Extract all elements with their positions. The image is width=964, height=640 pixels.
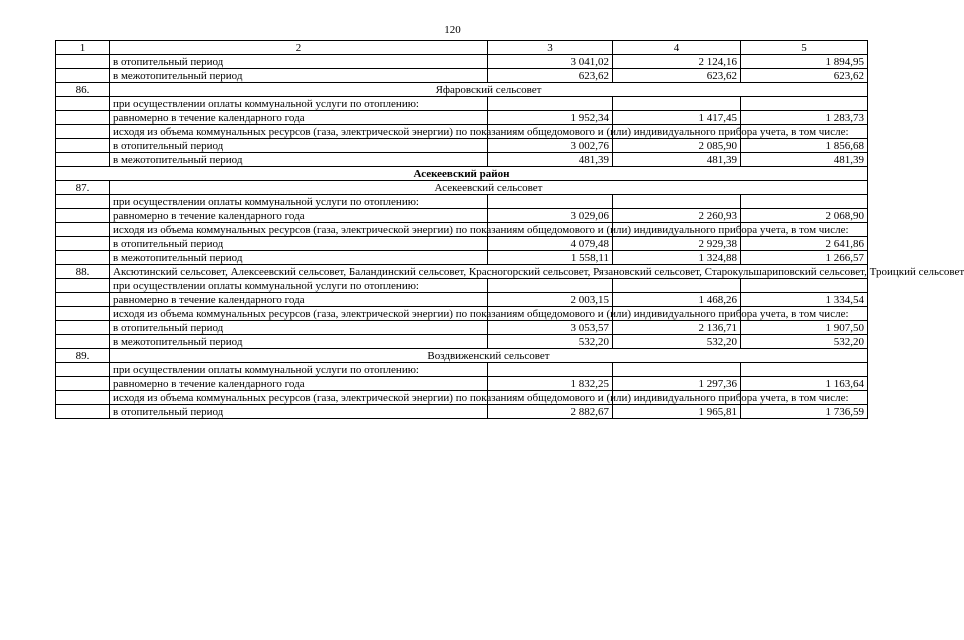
value-col4: 2 929,38 bbox=[613, 237, 741, 251]
table-row bbox=[56, 237, 868, 251]
row-label: в отопительный период bbox=[110, 405, 488, 419]
value-col5 bbox=[741, 363, 868, 377]
value-col3: 3 002,76 bbox=[488, 139, 613, 153]
value-col5: 1 283,73 bbox=[741, 111, 868, 125]
table-row bbox=[56, 111, 868, 125]
value-col3: 1 952,34 bbox=[488, 111, 613, 125]
table-row bbox=[56, 391, 868, 405]
row-label: при осуществлении оплаты коммунальной услуги по отоплению: bbox=[110, 279, 488, 293]
value-col3 bbox=[488, 363, 613, 377]
row-number bbox=[56, 223, 110, 237]
value-col4: 2 260,93 bbox=[613, 209, 741, 223]
row-number: 88. bbox=[56, 265, 110, 279]
table-row bbox=[56, 251, 868, 265]
row-number bbox=[56, 279, 110, 293]
table-row bbox=[56, 223, 868, 237]
table-row bbox=[56, 55, 868, 69]
row-number bbox=[56, 97, 110, 111]
row-number bbox=[56, 251, 110, 265]
section-row bbox=[56, 349, 868, 363]
value-col4: 481,39 bbox=[613, 153, 741, 167]
value-col4: 1 417,45 bbox=[613, 111, 741, 125]
section-title: Яфаровский сельсовет bbox=[110, 83, 868, 97]
header-cell: 1 bbox=[56, 41, 110, 55]
row-label: в межотопительный период bbox=[110, 251, 488, 265]
table-row bbox=[56, 377, 868, 391]
row-number bbox=[56, 195, 110, 209]
row-number bbox=[56, 237, 110, 251]
value-col3 bbox=[488, 97, 613, 111]
value-col3: 2 882,67 bbox=[488, 405, 613, 419]
row-number: 87. bbox=[56, 181, 110, 195]
row-label: исходя из объема коммунальных ресурсов (газа, электрической энергии) по показаниям общедомового и (или) индивидуального прибора учета, в том числе: bbox=[110, 391, 488, 405]
row-label: в отопительный период bbox=[110, 321, 488, 335]
value-col4: 623,62 bbox=[613, 69, 741, 83]
table-row bbox=[56, 307, 868, 321]
value-col5 bbox=[741, 279, 868, 293]
row-number: 89. bbox=[56, 349, 110, 363]
value-col3 bbox=[488, 279, 613, 293]
value-col4 bbox=[613, 363, 741, 377]
row-label: при осуществлении оплаты коммунальной услуги по отоплению: bbox=[110, 363, 488, 377]
row-label: в отопительный период bbox=[110, 237, 488, 251]
value-col3: 2 003,15 bbox=[488, 293, 613, 307]
value-col5: 1 856,68 bbox=[741, 139, 868, 153]
table-row bbox=[56, 209, 868, 223]
page-number: 120 bbox=[444, 24, 461, 36]
row-number bbox=[56, 377, 110, 391]
row-label: при осуществлении оплаты коммунальной услуги по отоплению: bbox=[110, 195, 488, 209]
table-row bbox=[56, 335, 868, 349]
row-label: в межотопительный период bbox=[110, 69, 488, 83]
value-col4: 1 324,88 bbox=[613, 251, 741, 265]
row-number bbox=[56, 139, 110, 153]
value-col4: 2 136,71 bbox=[613, 321, 741, 335]
value-col5: 1 266,57 bbox=[741, 251, 868, 265]
row-number: 86. bbox=[56, 83, 110, 97]
district-row bbox=[56, 167, 868, 181]
value-col4 bbox=[613, 97, 741, 111]
section-title: Аксютинский сельсовет, Алексеевский сельсовет, Баландинский сельсовет, Красногорский сельсовет, Рязановский сельсовет, Старокульшариповский сельсовет, Троицкий сельсовет bbox=[110, 265, 868, 279]
row-label: в межотопительный период bbox=[110, 335, 488, 349]
row-number bbox=[56, 307, 110, 321]
table-row bbox=[56, 69, 868, 83]
row-label: в межотопительный период bbox=[110, 153, 488, 167]
row-number bbox=[56, 125, 110, 139]
row-label: в отопительный период bbox=[110, 55, 488, 69]
row-label: исходя из объема коммунальных ресурсов (газа, электрической энергии) по показаниям общедомового и (или) индивидуального прибора учета, в том числе: bbox=[110, 125, 488, 139]
tariff-table bbox=[55, 40, 964, 419]
row-number bbox=[56, 209, 110, 223]
value-col4: 1 965,81 bbox=[613, 405, 741, 419]
value-col4: 1 468,26 bbox=[613, 293, 741, 307]
row-label: равномерно в течение календарного года bbox=[110, 209, 488, 223]
row-number bbox=[56, 55, 110, 69]
value-col4: 532,20 bbox=[613, 335, 741, 349]
value-col3 bbox=[488, 195, 613, 209]
table-row bbox=[56, 139, 868, 153]
header-row bbox=[56, 41, 868, 55]
row-number bbox=[56, 405, 110, 419]
row-label: равномерно в течение календарного года bbox=[110, 377, 488, 391]
row-label: исходя из объема коммунальных ресурсов (газа, электрической энергии) по показаниям общедомового и (или) индивидуального прибора учета, в том числе: bbox=[110, 223, 488, 237]
value-col3: 3 029,06 bbox=[488, 209, 613, 223]
table-row bbox=[56, 153, 868, 167]
header-cell: 4 bbox=[613, 41, 741, 55]
row-label: равномерно в течение календарного года bbox=[110, 111, 488, 125]
value-col5: 623,62 bbox=[741, 69, 868, 83]
table-row bbox=[56, 279, 868, 293]
row-number bbox=[56, 69, 110, 83]
value-col4: 2 085,90 bbox=[613, 139, 741, 153]
value-col5: 2 068,90 bbox=[741, 209, 868, 223]
section-title: Воздвиженский сельсовет bbox=[110, 349, 868, 363]
district-title: Асекеевский район bbox=[56, 167, 868, 181]
table-row bbox=[56, 97, 868, 111]
value-col4: 1 297,36 bbox=[613, 377, 741, 391]
value-col5: 1 334,54 bbox=[741, 293, 868, 307]
row-number bbox=[56, 321, 110, 335]
table-row bbox=[56, 293, 868, 307]
section-row bbox=[56, 181, 868, 195]
value-col4: 2 124,16 bbox=[613, 55, 741, 69]
row-label: исходя из объема коммунальных ресурсов (газа, электрической энергии) по показаниям общедомового и (или) индивидуального прибора учета, в том числе: bbox=[110, 307, 488, 321]
row-number bbox=[56, 293, 110, 307]
section-title: Асекеевский сельсовет bbox=[110, 181, 868, 195]
value-col3: 3 053,57 bbox=[488, 321, 613, 335]
row-number bbox=[56, 363, 110, 377]
row-number bbox=[56, 391, 110, 405]
value-col5 bbox=[741, 195, 868, 209]
row-number bbox=[56, 335, 110, 349]
row-number bbox=[56, 111, 110, 125]
section-row bbox=[56, 83, 868, 97]
table-row bbox=[56, 405, 868, 419]
section-row bbox=[56, 265, 868, 279]
value-col3: 532,20 bbox=[488, 335, 613, 349]
row-label: при осуществлении оплаты коммунальной услуги по отоплению: bbox=[110, 97, 488, 111]
value-col3: 1 832,25 bbox=[488, 377, 613, 391]
value-col3: 3 041,02 bbox=[488, 55, 613, 69]
value-col5: 1 907,50 bbox=[741, 321, 868, 335]
value-col5: 532,20 bbox=[741, 335, 868, 349]
value-col4 bbox=[613, 279, 741, 293]
header-cell: 3 bbox=[488, 41, 613, 55]
table-row bbox=[56, 363, 868, 377]
value-col5: 1 894,95 bbox=[741, 55, 868, 69]
value-col5: 2 641,86 bbox=[741, 237, 868, 251]
row-label: равномерно в течение календарного года bbox=[110, 293, 488, 307]
value-col5 bbox=[741, 97, 868, 111]
value-col4 bbox=[613, 195, 741, 209]
row-label: в отопительный период bbox=[110, 139, 488, 153]
row-number bbox=[56, 153, 110, 167]
header-cell: 2 bbox=[110, 41, 488, 55]
value-col3: 4 079,48 bbox=[488, 237, 613, 251]
table-row bbox=[56, 195, 868, 209]
header-cell: 5 bbox=[741, 41, 868, 55]
value-col5: 1 163,64 bbox=[741, 377, 868, 391]
table-row bbox=[56, 321, 868, 335]
value-col3: 1 558,11 bbox=[488, 251, 613, 265]
value-col5: 481,39 bbox=[741, 153, 868, 167]
value-col3: 481,39 bbox=[488, 153, 613, 167]
value-col3: 623,62 bbox=[488, 69, 613, 83]
table-row bbox=[56, 125, 868, 139]
value-col5: 1 736,59 bbox=[741, 405, 868, 419]
